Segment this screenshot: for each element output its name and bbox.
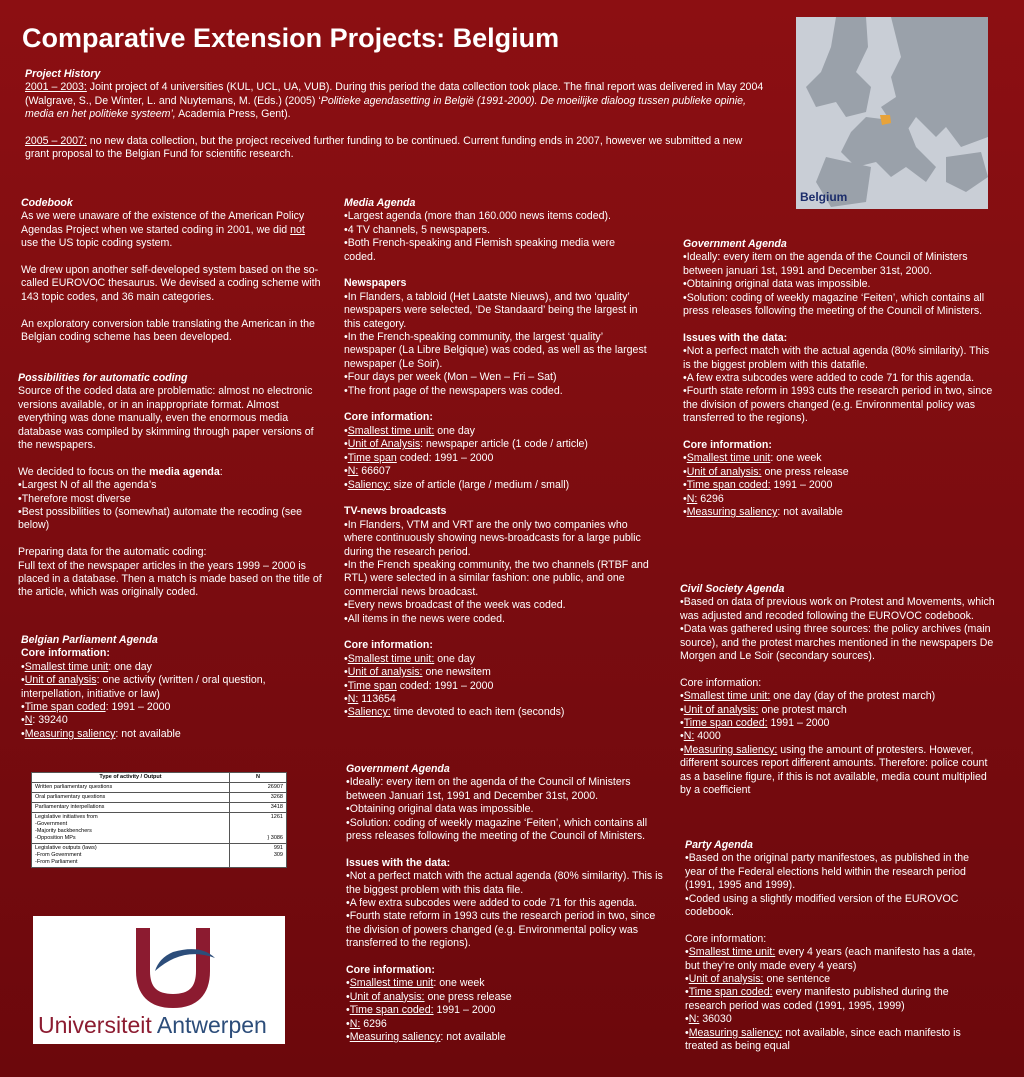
- gov1-item: •Measuring saliency: not available: [683, 506, 843, 519]
- label: Unit of analysis:: [686, 465, 762, 478]
- automatic-p4: Full text of the newspaper articles in the years 1999 – 2000 is placed in a database. Then a match is made based on the title of the article, which was originally coded.: [18, 559, 322, 599]
- table-cell: 3418: [230, 803, 287, 813]
- value: 4000: [694, 730, 721, 743]
- tv-t2: •In the French speaking community, the two channels (RTBF and RTL) were selected in a similar fashion: one public, and one commercial news broadcast.: [344, 558, 649, 598]
- table-row: [32, 783, 287, 793]
- party-item: •Measuring saliency: not available, since each manifesto is treated as being equal: [685, 1026, 961, 1053]
- tv-t4: •All items in the news were coded.: [344, 612, 505, 625]
- cell-line: } 3086: [267, 835, 283, 841]
- label: Unit of analysis:: [349, 990, 425, 1003]
- label: Saliency:: [347, 478, 391, 491]
- logo-emblem: [33, 916, 285, 1011]
- party-item: •Time span coded: every manifesto published during the research period was coded (1991, 1995, 1999): [685, 986, 949, 1012]
- automatic-b2: •Therefore most diverse: [18, 492, 131, 505]
- automatic-heading: Possibilities for automatic coding: [18, 372, 188, 384]
- value: one protest march: [758, 703, 847, 716]
- gov1-item: •Time span coded: 1991 – 2000: [683, 479, 833, 492]
- gov2-issues: Issues with the data:: [346, 856, 451, 869]
- label: Smallest time unit:: [688, 946, 776, 959]
- table-row: [32, 803, 287, 813]
- cell-line: -From Government: [35, 852, 82, 858]
- parliament-section: [21, 634, 311, 741]
- label: Unit of analysis: [24, 674, 97, 687]
- civil-society-section: [680, 583, 995, 797]
- party-item: •Unit of analysis: one sentence: [685, 973, 831, 986]
- label: Time span coded:: [686, 479, 771, 492]
- civil-item: •Smallest time unit: one day (day of the protest march): [680, 690, 936, 703]
- label: Unit of Analysis: [347, 438, 421, 451]
- activity-table: [31, 772, 287, 868]
- europe-map-graphic: [796, 17, 988, 209]
- gov2-heading: Government Agenda: [346, 763, 450, 775]
- europe-map: [796, 17, 988, 209]
- cell-line: -Government: [35, 821, 68, 827]
- automatic-b3: •Best possibilities to (somewhat) automate the recoding (see below): [18, 506, 302, 532]
- gov1-b2: •Obtaining original data was impossible.: [683, 278, 871, 291]
- label: Measuring saliency: [349, 1031, 441, 1044]
- value: 1991 – 2000: [770, 479, 833, 492]
- automatic-p2a: We decided to focus on the: [18, 465, 150, 478]
- label: Saliency:: [347, 706, 391, 719]
- value: one day (day of the protest march): [770, 690, 936, 703]
- party-item: •Smallest time unit: every 4 years (each manifesto has a date, but they’re only made every 4 years): [685, 946, 976, 972]
- value: one sentence: [763, 973, 831, 986]
- logo-wordmark: [38, 1011, 267, 1039]
- label: N:: [347, 692, 359, 705]
- label: N:: [686, 492, 698, 505]
- project-history-heading: Project History: [25, 68, 101, 80]
- p1-text: Joint project of 4 universities (KUL, UCL, UA, VUB). During this period the data collection took place. The final report was delivered in May 2004 (Walgrave, S., De Winter, L. and Nuytemans, M. (Eds.) (2005) ‘: [25, 81, 764, 107]
- project-history-p1: [25, 81, 767, 121]
- media-b1: •Largest agenda (more than 160.000 news items coded).: [344, 210, 611, 223]
- cell-line: -Majority backbenchers: [35, 828, 92, 834]
- value: using the amount of protesters. However, different sources report different amounts. Therefore: police count as a baseline figure, if this is not available, media count multiplied by a coefficient: [680, 743, 988, 797]
- gov2-i3: •Fourth state reform in 1993 cuts the research period in two, since the division of powers changed (e.g. Environmental policy was transferred to the regions).: [346, 910, 656, 950]
- gov2-item: •Smallest time unit: one week: [346, 977, 485, 990]
- codebook-p1a: As we were unaware of the existence of the American Policy Agendas Project when we started coding in 2001, we did: [21, 210, 305, 236]
- label: N:: [349, 1017, 361, 1030]
- gov1-item: •N: 6296: [683, 492, 724, 505]
- cell-line: 991: [273, 845, 283, 851]
- cell-line: 309: [273, 852, 283, 858]
- codebook-not: not: [290, 223, 305, 236]
- gov2-item: •N: 6296: [346, 1017, 387, 1030]
- project-history: [25, 68, 767, 162]
- tv-t1: •In Flanders, VTM and VRT are the only two companies who where continuously showing news-broadcasts for a large public during the research period.: [344, 518, 641, 558]
- value: every manifesto published during the research period was coded (1991, 1995, 1999): [685, 986, 949, 1012]
- table-cell: [230, 844, 287, 868]
- parliament-item: •Smallest time unit: one day: [21, 660, 152, 673]
- automatic-p3: Preparing data for the automatic coding:: [18, 546, 207, 559]
- newspapers-n4: •The front page of the newspapers was coded.: [344, 384, 563, 397]
- label: Smallest time unit: [24, 660, 109, 673]
- label: Smallest time unit: [349, 977, 434, 990]
- label: Time span: [347, 679, 397, 692]
- gov1-issues: Issues with the data:: [683, 331, 788, 344]
- label: Measuring saliency:: [688, 1026, 783, 1039]
- tv-item: •Smallest time unit: one day: [344, 652, 475, 665]
- label: Time span coded: [24, 701, 106, 714]
- value: : 1991 – 2000: [105, 701, 171, 714]
- value: one press release: [761, 465, 849, 478]
- label: Time span coded:: [349, 1004, 434, 1017]
- gov2-i1: •Not a perfect match with the actual agenda (80% similarity). This is the biggest problem with this data file.: [346, 870, 663, 896]
- label: Unit of analysis:: [683, 703, 759, 716]
- value: one press release: [424, 990, 512, 1003]
- civil-item: •Time span coded: 1991 – 2000: [680, 717, 830, 730]
- value: coded: 1991 – 2000: [396, 679, 494, 692]
- automatic-b1: •Largest N of all the agenda’s: [18, 479, 157, 492]
- value: size of article (large / medium / small): [390, 478, 570, 491]
- gov1-item: •Smallest time unit: one week: [683, 452, 822, 465]
- value: not available, since each manifesto is treated as being equal: [685, 1026, 961, 1053]
- gov1-i1: •Not a perfect match with the actual agenda (80% similarity). This is the biggest problem with this datafile.: [683, 345, 990, 371]
- parliament-item: •Measuring saliency: not available: [21, 727, 181, 740]
- newspapers-item: •Time span coded: 1991 – 2000: [344, 451, 494, 464]
- label: Smallest time unit: [686, 452, 771, 465]
- book-title: Politieke agendasetting in België (1991-2000). De moeilijke dialoog tussen publieke opinie, media en het politieke systeem’,: [25, 94, 746, 121]
- civil-b1: •Based on data of previous work on Protest and Movements, which was adjusted and recoded following the EUROVOC codebook.: [680, 596, 995, 622]
- gov2-item: •Time span coded: 1991 – 2000: [346, 1004, 496, 1017]
- label: Smallest time unit:: [347, 424, 435, 437]
- logo-word-2: Antwerpen: [151, 1012, 267, 1038]
- value: 1991 – 2000: [767, 717, 830, 730]
- media-b2: •4 TV channels, 5 newspapers.: [344, 223, 491, 236]
- party-item: •N: 36030: [685, 1013, 732, 1026]
- label: Time span coded:: [688, 986, 773, 999]
- automatic-p1: Source of the coded data are problematic: almost no electronic versions available, or in an inappropriate format. Almost everything was done manually, even the enormous media database was compiled by skimming through paper versions of the newspapers.: [18, 385, 314, 452]
- parliament-item: •Time span coded: 1991 – 2000: [21, 701, 171, 714]
- value: 36030: [699, 1013, 732, 1026]
- table-header-cell: Type of activity / Output: [32, 773, 230, 783]
- table-cell: Oral parliamentary questions: [32, 793, 230, 803]
- value: : one day: [108, 660, 152, 673]
- government-agenda-upper: [683, 238, 993, 520]
- codebook-p2: We drew upon another self-developed system based on the so-called EUROVOC thesaurus. We devised a coding scheme with 143 topic codes, and 36 main categories.: [21, 264, 321, 303]
- codebook-section: [21, 197, 323, 344]
- table-cell: [32, 844, 230, 868]
- parliament-core: Core information:: [21, 647, 110, 660]
- codebook-p1b: use the US topic coding system.: [21, 237, 173, 250]
- project-history-p2: [25, 135, 767, 162]
- table-row: [32, 813, 287, 844]
- cell-line: -From Parliament: [35, 859, 78, 865]
- codebook-heading: Codebook: [21, 197, 73, 209]
- newspapers-n1: •In Flanders, a tabloid (Het Laatste Nieuws), and two ‘quality’ newspapers were selected, ‘De Standaard’ being the largest in this category.: [344, 290, 638, 330]
- period-2001-2003: 2001 – 2003:: [25, 81, 87, 94]
- period-2005-2007: 2005 – 2007:: [25, 135, 87, 148]
- label: N:: [683, 730, 695, 743]
- value: : one activity (written / oral question, interpellation, initiative or law): [21, 674, 266, 700]
- value: 6296: [360, 1017, 387, 1030]
- label: Smallest time unit:: [347, 652, 435, 665]
- page-title: Comparative Extension Projects: Belgium: [22, 23, 560, 53]
- tv-t3: •Every news broadcast of the week was coded.: [344, 599, 566, 612]
- table-row: [32, 844, 287, 868]
- value: every 4 years (each manifesto has a date, but they’re only made every 4 years): [685, 946, 976, 972]
- label: N:: [347, 465, 359, 478]
- label: Measuring saliency: [24, 727, 116, 740]
- gov2-b3: •Solution: coding of weekly magazine ‘Feiten’, which contains all press releases following the meeting of the Council of Ministers.: [346, 816, 648, 843]
- civil-item: •N: 4000: [680, 730, 721, 743]
- newspapers-core: Core information:: [344, 411, 433, 424]
- tv-item: •Saliency: time devoted to each item (seconds): [344, 706, 565, 719]
- value: 66607: [358, 465, 391, 478]
- newspapers-item: •Saliency: size of article (large / medium / small): [344, 478, 570, 491]
- media-heading: Media Agenda: [344, 197, 416, 209]
- newspapers-item: •Smallest time unit: one day: [344, 424, 475, 437]
- party-core: Core information:: [685, 932, 767, 945]
- newspapers-n2: •In the French-speaking community, the largest ‘quality’ newspaper (La Libre Belgique) was coded, as well as the largest newspaper (Le Soir).: [344, 331, 647, 370]
- value: coded: 1991 – 2000: [396, 451, 494, 464]
- label: Measuring saliency:: [683, 743, 778, 756]
- value: 113654: [358, 692, 396, 705]
- gov1-item: •Unit of analysis: one press release: [683, 465, 849, 478]
- tv-heading: TV-news broadcasts: [344, 505, 447, 518]
- label: Unit of analysis:: [688, 973, 764, 986]
- parliament-item: •N: 39240: [21, 714, 68, 727]
- value: 6296: [697, 492, 724, 505]
- automatic-p2: [18, 466, 326, 479]
- value: one day: [434, 652, 475, 665]
- civil-item: •Measuring saliency: using the amount of protesters. However, different sources report different amounts. Therefore: police count as a baseline figure, if this is not available, media count multiplied by a coefficient: [680, 743, 988, 797]
- parliament-heading: Belgian Parliament Agenda: [21, 634, 158, 646]
- value: time devoted to each item (seconds): [390, 706, 565, 719]
- value: : not available: [777, 506, 843, 519]
- party-heading: Party Agenda: [685, 839, 753, 851]
- value: 1991 – 2000: [433, 1004, 496, 1017]
- value: : one week: [433, 977, 485, 990]
- logo-word-1: Universiteit: [38, 1012, 152, 1038]
- table-header-cell: N: [230, 773, 287, 783]
- table-row: [32, 793, 287, 803]
- gov2-b1: •Ideally: every item on the agenda of the Council of Ministers between Januari 1st, 1991 and December 31st, 2000.: [346, 776, 631, 802]
- civil-core: Core information:: [680, 676, 762, 689]
- cell-line: -Opposition MPs: [35, 835, 76, 841]
- table-cell: Parliamentary interpellations: [32, 803, 230, 813]
- newspapers-item: •Unit of Analysis: newspaper article (1 code / article): [344, 438, 588, 451]
- gov2-b2: •Obtaining original data was impossible.: [346, 803, 534, 816]
- gov1-b3: •Solution: coding of weekly magazine ‘Feiten’, which contains all press releases following the meeting of the Council of Ministers.: [683, 291, 985, 318]
- newspapers-n3: •Four days per week (Mon – Wen – Fri – Sat): [344, 371, 557, 384]
- table-cell: Written parliamentary questions: [32, 783, 230, 793]
- university-logo: [33, 916, 285, 1044]
- media-agenda-bold: media agenda: [149, 465, 220, 478]
- codebook-p3: An exploratory conversion table translating the American in the Belgian coding scheme has been developed.: [21, 317, 315, 344]
- label: N: [24, 714, 33, 727]
- label: Measuring saliency: [686, 506, 778, 519]
- cell-line: Legislative outputs (laws): [35, 845, 97, 851]
- p2-text: no new data collection, but the project received further funding to be continued. Current funding ends in 2007, however we submitted a new grant proposal to the Belgian Fund for scientific research.: [25, 135, 743, 161]
- gov1-i3: •Fourth state reform in 1993 cuts the research period in two, since the division of powers changed (e.g. Environmental policy was transferred to the regions).: [683, 385, 993, 425]
- tv-item: •Unit of analysis: one newsitem: [344, 666, 491, 679]
- newspapers-heading: Newspapers: [344, 277, 407, 290]
- table-cell: 3268: [230, 793, 287, 803]
- label: Time span: [347, 451, 397, 464]
- government-agenda-lower: [346, 763, 664, 1045]
- map-label: Belgium: [800, 190, 848, 204]
- civil-b2: •Data was gathered using three sources: the policy archives (main source), and the protest marches mentioned in the newspapers De Morgen and Le Soir (secondary sources).: [680, 623, 994, 663]
- p1-end: Academia Press, Gent).: [175, 108, 291, 121]
- tv-item: •N: 113654: [344, 692, 396, 705]
- party-b2: •Coded using a slightly modified version of the EUROVOC codebook.: [685, 892, 959, 919]
- gov1-core: Core information:: [683, 439, 772, 452]
- media-b3: •Both French-speaking and Flemish speaking media were coded.: [344, 237, 616, 263]
- table-cell: [32, 813, 230, 844]
- value: one day: [434, 424, 475, 437]
- value: : one week: [770, 452, 822, 465]
- newspapers-item: •N: 66607: [344, 465, 391, 478]
- civil-heading: Civil Society Agenda: [680, 583, 785, 595]
- tv-item: •Time span coded: 1991 – 2000: [344, 679, 494, 692]
- value: : newspaper article (1 code / article): [420, 438, 588, 451]
- gov2-core: Core information:: [346, 964, 435, 977]
- gov2-i2: •A few extra subcodes were added to code 71 for this agenda.: [346, 897, 638, 910]
- parliament-item: •Unit of analysis: one activity (written / oral question, interpellation, initiative or law): [21, 674, 266, 700]
- codebook-p1: [21, 210, 323, 250]
- value: one newsitem: [422, 666, 491, 679]
- table-cell: [230, 813, 287, 844]
- table-header: [32, 773, 287, 783]
- gov1-heading: Government Agenda: [683, 238, 787, 250]
- label: Smallest time unit:: [683, 690, 771, 703]
- civil-item: •Unit of analysis: one protest march: [680, 703, 847, 716]
- gov1-i2: •A few extra subcodes were added to code 71 for this agenda.: [683, 372, 975, 385]
- automatic-coding-section: [18, 372, 326, 600]
- gov2-item: •Unit of analysis: one press release: [346, 990, 512, 1003]
- media-section: [344, 197, 649, 720]
- gov2-item: •Measuring saliency: not available: [346, 1031, 506, 1044]
- label: N:: [688, 1013, 700, 1026]
- cell-line: 1261: [270, 814, 283, 820]
- gov1-b1: •Ideally: every item on the agenda of the Council of Ministers between januari 1st, 1991 and December 31st, 2000.: [683, 251, 968, 277]
- label: Unit of analysis:: [347, 666, 423, 679]
- tv-core: Core information:: [344, 639, 433, 652]
- automatic-p2c: :: [219, 465, 223, 478]
- cell-line: Legislative initiatives from: [35, 814, 98, 820]
- party-section: [685, 839, 990, 1053]
- value: : 39240: [32, 714, 68, 727]
- value: : not available: [440, 1031, 506, 1044]
- value: : not available: [115, 727, 181, 740]
- table-cell: 26907: [230, 783, 287, 793]
- party-b1: •Based on the original party manifestoes, as published in the year of the Federal elections held within the research period (1991, 1995 and 1999).: [685, 852, 970, 892]
- label: Time span coded:: [683, 717, 768, 730]
